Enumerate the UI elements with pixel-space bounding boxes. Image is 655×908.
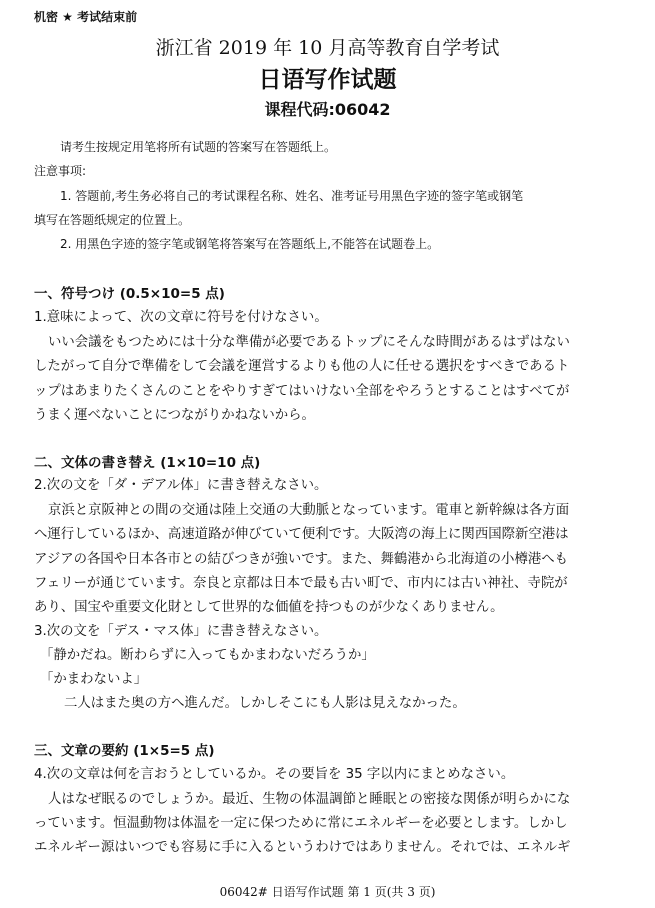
subject-title: 日语写作试题 bbox=[258, 67, 397, 93]
question-2-prompt: 2.次の文を「ダ・デアル体」に書き替えなさい。 bbox=[34, 478, 328, 493]
question-3-line: 二人はまた奥の方へ進んだ。しかしそこにも人影は見えなかった。 bbox=[64, 696, 466, 711]
question-2-line: あり、国宝や重要文化財として世界的な価値を持つものが少なくありません。 bbox=[34, 600, 504, 615]
confidential-label: 机密 ★ 考试结束前 bbox=[34, 10, 138, 24]
section-3-heading: 三、文章の要約 (1×5=5 点) bbox=[34, 743, 215, 759]
course-code: 课程代码:06042 bbox=[264, 100, 391, 119]
section-1-line: いい会議をもつためには十分な準備が必要であるトップにそんな時間があるはずはない bbox=[48, 335, 570, 350]
section-3-line: 人はなぜ眠るのでしょうか。最近、生物の体温調節と睡眠との密接な関係が明らかにな bbox=[48, 792, 571, 807]
question-3-line: 「静かだね。断わらずに入ってもかまわないだろうか」 bbox=[40, 648, 375, 663]
question-2-line: へ運行しているほか、高速道路が伸びていて便利です。大阪湾の海上に関西国際新空港は bbox=[34, 527, 569, 542]
question-4-prompt: 4.次の文章は何を言おうとしているか。その要旨を 35 字以内にまとめなさい。 bbox=[34, 767, 515, 782]
section-1-line: ップはあまりたくさんのことをやりすぎてはいけない全部をやろうとすることはすべてが bbox=[34, 384, 570, 399]
instructions-intro: 请考生按规定用笔将所有试题的答案写在答题纸上。 bbox=[60, 140, 337, 154]
note-1-line-2: 填写在答题纸规定的位置上。 bbox=[34, 213, 191, 227]
question-2-line: 京浜と京阪神との間の交通は陸上交通の大動脈となっています。電車と新幹線は各方面 bbox=[48, 503, 570, 518]
section-1-line: うまく運べないことにつながりかねないから。 bbox=[34, 408, 315, 423]
question-2-line: フェリーが通じています。奈良と京都は日本で最も古い町で、市内には古い神社、寺院が bbox=[34, 576, 568, 591]
section-3-line: っています。恒温動物は体温を一定に保つために常にエネルギーを必要とします。しかし bbox=[34, 816, 568, 831]
section-3-line: エネルギー源はいつでも容易に手に入るというわけではありません。それでは、エネルギ bbox=[34, 840, 571, 855]
question-2-line: アジアの各国や日本各市との結びつきが強いです。また、舞鶴港から北海道の小樽港へも bbox=[34, 552, 569, 567]
section-1-line: したがって自分で準備をして会議を運営するよりも他の人に任せる選択をすべきであるト bbox=[34, 359, 570, 374]
exam-title: 浙江省 2019 年 10 月高等教育自学考试 bbox=[155, 37, 500, 59]
page-footer: 06042# 日语写作试题 第 1 页(共 3 页) bbox=[219, 885, 436, 899]
section-2-heading: 二、文体の書き替え (1×10=10 点) bbox=[34, 455, 261, 471]
note-2: 2. 用黑色字迹的签字笔或钢笔将答案写在答题纸上,不能答在试题卷上。 bbox=[60, 237, 440, 251]
question-3-prompt: 3.次の文を「デス・マス体」に書き替えなさい。 bbox=[34, 624, 328, 639]
section-1-heading: 一、符号つけ (0.5×10=5 点) bbox=[34, 286, 225, 302]
question-1-prompt: 1.意味によって、次の文章に符号を付けなさい。 bbox=[34, 310, 328, 325]
notes-heading: 注意事项: bbox=[34, 164, 87, 178]
question-3-line: 「かまわないよ」 bbox=[40, 672, 148, 687]
note-1-line-1: 1. 答题前,考生务必将自己的考试课程名称、姓名、准考证号用黑色字迹的签字笔或钢笔 bbox=[60, 189, 524, 203]
